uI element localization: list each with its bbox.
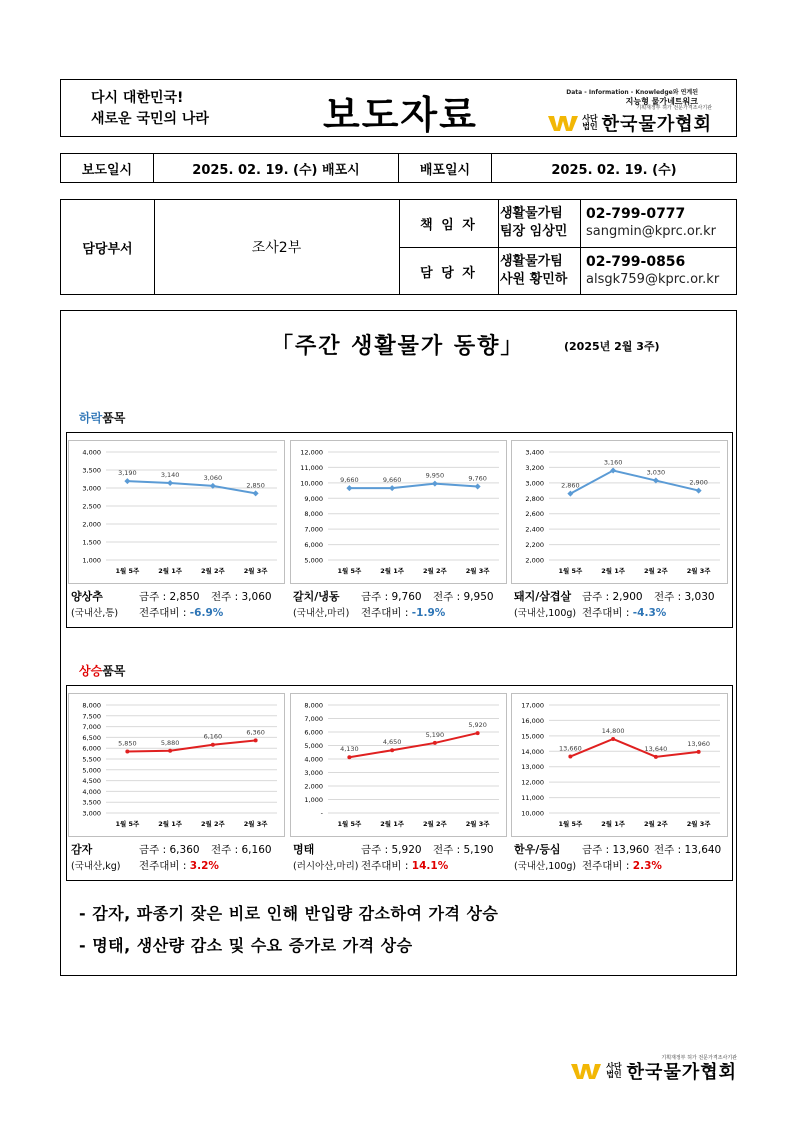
- release-date-row: [60, 153, 737, 183]
- y-tick-label: 6,500: [82, 733, 101, 742]
- data-label: 3,160: [603, 458, 623, 467]
- item-info-pollock: [293, 842, 494, 875]
- falling-items-label: 하락품목: [79, 411, 126, 425]
- manager-role: 책 임 자: [420, 218, 477, 233]
- x-tick-label: 2월 3주: [686, 567, 711, 575]
- weekly-price-section: [60, 310, 737, 976]
- data-label: 4,650: [382, 738, 402, 747]
- y-tick-label: 3,200: [525, 463, 544, 472]
- this-week-price: 금주 : 5,920: [361, 844, 422, 856]
- section-subtitle: (2025년 2월 3주): [564, 340, 660, 353]
- last-week-price: 전주 : 3,060: [211, 591, 272, 603]
- change-percent: 14.1%: [411, 860, 449, 872]
- manager-email[interactable]: sangmin@kprc.or.kr: [586, 224, 716, 239]
- distribution-date-label: 배포일시: [399, 154, 492, 182]
- change-label: 전주대비 :: [361, 607, 409, 619]
- bullet-potato: - 감자, 파종기 잦은 비로 인해 반입량 감소하여 가격 상승: [79, 904, 499, 923]
- this-week-price: 금주 : 2,850: [139, 591, 200, 603]
- y-tick-label: 7,500: [82, 712, 101, 721]
- price-chart-potato: [68, 693, 285, 837]
- chart-panel-hanwoo-sirloin: [511, 693, 728, 837]
- section-title: 「주간 생활물가 동향」: [271, 334, 525, 359]
- last-week-price: 전주 : 6,160: [211, 844, 272, 856]
- y-tick-label: 3,500: [82, 798, 101, 807]
- y-tick-label: 11,000: [521, 794, 544, 803]
- price-chart-pork-belly: [511, 440, 728, 584]
- item-name: 명태: [293, 843, 315, 856]
- y-tick-label: 2,000: [304, 782, 323, 791]
- rising-items-label: 상승품목: [79, 664, 126, 678]
- x-tick-label: 1월 5주: [337, 567, 362, 575]
- x-tick-label: 2월 2주: [643, 567, 668, 575]
- y-tick-label: 8,000: [304, 701, 323, 710]
- press-header: [60, 79, 737, 137]
- item-origin: (러시아산,마리): [293, 861, 359, 872]
- data-label: 5,920: [468, 721, 487, 730]
- slogan-line2: 새로운 국민의 나라: [91, 111, 209, 127]
- slogan-line1: 다시 대한민국!: [91, 90, 184, 106]
- y-tick-label: 2,500: [82, 502, 101, 511]
- data-label: 9,760: [468, 474, 487, 483]
- chart-panel-lettuce: [68, 440, 285, 584]
- data-point: [568, 755, 572, 759]
- network-line2: 지능형 물가네트워크: [625, 97, 698, 106]
- y-tick-label: 4,000: [304, 755, 323, 764]
- y-tick-label: 12,000: [300, 448, 323, 457]
- footer-logo-name: 한국물가협회: [626, 1062, 737, 1083]
- data-label: 9,660: [382, 476, 402, 485]
- manager-name: 생활물가팀 팀장 임상민: [500, 206, 568, 239]
- item-info-hairtail: [293, 589, 494, 622]
- change-percent: -1.9%: [411, 607, 446, 619]
- x-tick-label: 2월 1주: [601, 567, 626, 575]
- dept-label: 담당부서: [82, 241, 133, 257]
- slogan: [91, 88, 209, 130]
- item-origin: (국내산,100g): [514, 861, 577, 872]
- item-name: 돼지/삼겹살: [514, 590, 572, 603]
- item-info-lettuce: [71, 589, 272, 622]
- data-point: [125, 749, 129, 753]
- y-tick-label: 5,000: [304, 556, 323, 565]
- data-label: 9,950: [425, 471, 445, 480]
- data-point: [254, 738, 258, 742]
- y-tick-label: 5,000: [82, 766, 101, 775]
- release-date-value: 2025. 02. 19. (수) 배포시: [154, 154, 399, 182]
- data-label: 2,860: [561, 481, 580, 490]
- staff-phone: 02-799-0856: [586, 254, 686, 270]
- x-tick-label: 1월 5주: [558, 820, 583, 828]
- data-label: 5,880: [160, 738, 180, 747]
- x-tick-label: 2월 2주: [422, 567, 447, 575]
- x-tick-label: 1월 5주: [337, 820, 362, 828]
- data-label: 4,130: [340, 745, 359, 754]
- y-tick-label: 10,000: [521, 809, 544, 818]
- data-label: 14,800: [601, 726, 625, 735]
- logo-name: 한국물가협회: [601, 114, 712, 135]
- data-label: 9,660: [340, 476, 359, 485]
- price-chart-pollock: [290, 693, 507, 837]
- price-chart-hanwoo-sirloin: [511, 693, 728, 837]
- item-info-hanwoo-sirloin: [514, 842, 721, 875]
- data-label: 13,660: [559, 744, 582, 753]
- this-week-price: 금주 : 6,360: [139, 844, 200, 856]
- y-tick-label: 10,000: [300, 479, 323, 488]
- logo-mark-icon: [548, 114, 578, 132]
- x-tick-label: 2월 3주: [243, 567, 268, 575]
- data-label: 2,900: [689, 478, 708, 487]
- y-tick-label: 3,000: [304, 769, 323, 777]
- this-week-price: 금주 : 13,960: [582, 844, 650, 856]
- data-point: [390, 748, 394, 752]
- data-label: 6,360: [246, 728, 265, 737]
- x-tick-label: 2월 1주: [158, 567, 183, 575]
- y-tick-label: 3,000: [525, 479, 544, 488]
- kprc-logo: [548, 105, 712, 136]
- logo-prefix: 사단 법인: [582, 114, 598, 131]
- price-chart-hairtail: [290, 440, 507, 584]
- item-origin: (국내산,100g): [514, 608, 577, 619]
- last-week-price: 전주 : 5,190: [433, 844, 494, 856]
- change-label: 전주대비 :: [361, 860, 409, 872]
- this-week-price: 금주 : 9,760: [361, 591, 422, 603]
- x-tick-label: 1월 5주: [115, 567, 140, 575]
- staff-contact: [586, 253, 719, 289]
- y-tick-label: 1,000: [304, 796, 323, 804]
- item-name: 양상추: [71, 590, 103, 603]
- y-tick-label: 13,000: [521, 763, 544, 772]
- x-tick-label: 2월 3주: [686, 820, 711, 828]
- data-point: [211, 743, 215, 747]
- last-week-price: 전주 : 9,950: [433, 591, 494, 603]
- item-origin: (국내산,마리): [293, 608, 350, 619]
- item-info-pork-belly: [514, 589, 715, 622]
- bullet-pollock: - 명태, 생산량 감소 및 수요 증가로 가격 상승: [79, 936, 413, 955]
- chart-panel-hairtail: [290, 440, 507, 584]
- y-tick-label: 12,000: [521, 778, 544, 787]
- chart-panel-pollock: [290, 693, 507, 837]
- item-info-potato: [71, 842, 272, 875]
- x-tick-label: 1월 5주: [558, 567, 583, 575]
- y-tick-label: 6,000: [304, 541, 323, 550]
- y-tick-label: 7,000: [304, 525, 323, 534]
- item-origin: (국내산,통): [71, 608, 119, 619]
- staff-email[interactable]: alsgk759@kprc.or.kr: [586, 272, 720, 287]
- data-point: [476, 731, 480, 735]
- press-release-title: 보도자료: [323, 92, 478, 137]
- footer-logo-mark-icon: [571, 1062, 601, 1080]
- x-tick-label: 2월 2주: [643, 820, 668, 828]
- logo-caption: 기획재정부 허가 전문가격조사기관: [636, 105, 712, 111]
- change-label: 전주대비 :: [582, 607, 630, 619]
- x-tick-label: 2월 3주: [465, 820, 490, 828]
- y-tick-label: 9,000: [304, 494, 323, 503]
- last-week-price: 전주 : 13,640: [654, 844, 722, 856]
- y-tick-label: 8,000: [82, 701, 101, 710]
- distribution-date-value: 2025. 02. 19. (수): [551, 162, 677, 178]
- data-point: [654, 755, 658, 759]
- data-label: 2,850: [246, 481, 265, 490]
- staff-role: 담 당 자: [420, 265, 477, 281]
- x-tick-label: 2월 1주: [158, 820, 183, 828]
- data-point: [347, 755, 351, 759]
- y-tick-label: 5,000: [304, 742, 323, 750]
- data-point: [168, 749, 172, 753]
- item-name: 갈치/냉동: [293, 590, 340, 603]
- change-percent: -6.9%: [189, 607, 224, 619]
- data-label: 3,140: [160, 470, 180, 479]
- this-week-price: 금주 : 2,900: [582, 591, 643, 603]
- change-label: 전주대비 :: [139, 860, 187, 872]
- last-week-price: 전주 : 3,030: [654, 591, 715, 603]
- y-tick-label: 7,000: [304, 715, 323, 723]
- price-chart-lettuce: [68, 440, 285, 584]
- y-tick-label: -: [320, 809, 323, 818]
- data-label: 3,060: [203, 473, 223, 482]
- y-tick-label: 2,200: [525, 541, 544, 550]
- y-tick-label: 4,000: [82, 787, 101, 796]
- chart-panel-pork-belly: [511, 440, 728, 584]
- release-date-label: 보도일시: [61, 154, 154, 182]
- chart-panel-potato: [68, 693, 285, 837]
- item-origin: (국내산,kg): [71, 861, 121, 872]
- y-tick-label: 6,000: [82, 744, 101, 753]
- y-tick-label: 15,000: [521, 732, 544, 741]
- x-tick-label: 2월 1주: [601, 820, 626, 828]
- manager-contact: [586, 205, 716, 241]
- y-tick-label: 2,000: [525, 556, 544, 565]
- y-tick-label: 3,000: [82, 484, 101, 493]
- x-tick-label: 2월 3주: [465, 567, 490, 575]
- x-tick-label: 1월 5주: [115, 820, 140, 828]
- x-tick-label: 2월 3주: [243, 820, 268, 828]
- footer-logo: [571, 1055, 737, 1084]
- footer-logo-caption: 기획재정부 허가 전문가격조사기관: [661, 1055, 737, 1061]
- network-line1: Data - Information - Knowledge와 연계된: [566, 89, 698, 96]
- y-tick-label: 1,000: [82, 556, 101, 565]
- data-label: 13,640: [644, 744, 668, 753]
- y-tick-label: 1,500: [82, 538, 101, 547]
- x-tick-label: 2월 1주: [380, 820, 405, 828]
- dept-value: 조사2부: [251, 240, 302, 256]
- data-point: [697, 750, 701, 754]
- y-tick-label: 3,000: [82, 809, 101, 818]
- x-tick-label: 2월 1주: [380, 567, 405, 575]
- item-name: 한우/등심: [514, 843, 561, 856]
- y-tick-label: 16,000: [521, 716, 544, 725]
- data-point: [611, 737, 615, 741]
- data-point: [433, 741, 437, 745]
- change-label: 전주대비 :: [139, 607, 187, 619]
- y-tick-label: 4,500: [82, 777, 101, 786]
- y-tick-label: 3,400: [525, 448, 544, 457]
- y-tick-label: 8,000: [304, 510, 323, 519]
- y-tick-label: 2,800: [525, 494, 544, 503]
- y-tick-label: 2,600: [525, 510, 544, 519]
- y-tick-label: 7,000: [82, 723, 101, 732]
- change-percent: 2.3%: [632, 860, 662, 872]
- x-tick-label: 2월 2주: [200, 820, 225, 828]
- data-label: 6,160: [203, 732, 223, 741]
- manager-phone: 02-799-0777: [586, 206, 686, 222]
- y-tick-label: 3,500: [82, 466, 101, 475]
- item-name: 감자: [71, 843, 93, 856]
- x-tick-label: 2월 2주: [422, 820, 447, 828]
- footer-logo-prefix: 사단 법인: [606, 1062, 622, 1079]
- y-tick-label: 4,000: [82, 448, 101, 457]
- data-label: 5,850: [118, 739, 137, 748]
- contacts-table: [60, 199, 737, 295]
- y-tick-label: 11,000: [300, 463, 323, 472]
- y-tick-label: 2,000: [82, 520, 101, 529]
- y-tick-label: 17,000: [521, 701, 544, 710]
- y-tick-label: 2,400: [525, 525, 544, 534]
- change-label: 전주대비 :: [582, 860, 630, 872]
- x-tick-label: 2월 2주: [200, 567, 225, 575]
- change-percent: 3.2%: [189, 860, 219, 872]
- data-label: 5,190: [425, 730, 445, 739]
- y-tick-label: 5,500: [82, 755, 101, 764]
- data-label: 3,190: [118, 469, 137, 478]
- y-tick-label: 6,000: [304, 728, 323, 737]
- staff-name: 생활물가팀 사원 황민하: [500, 254, 568, 287]
- data-label: 3,030: [646, 468, 666, 477]
- data-label: 13,960: [687, 739, 710, 748]
- change-percent: -4.3%: [632, 607, 667, 619]
- y-tick-label: 14,000: [521, 747, 544, 756]
